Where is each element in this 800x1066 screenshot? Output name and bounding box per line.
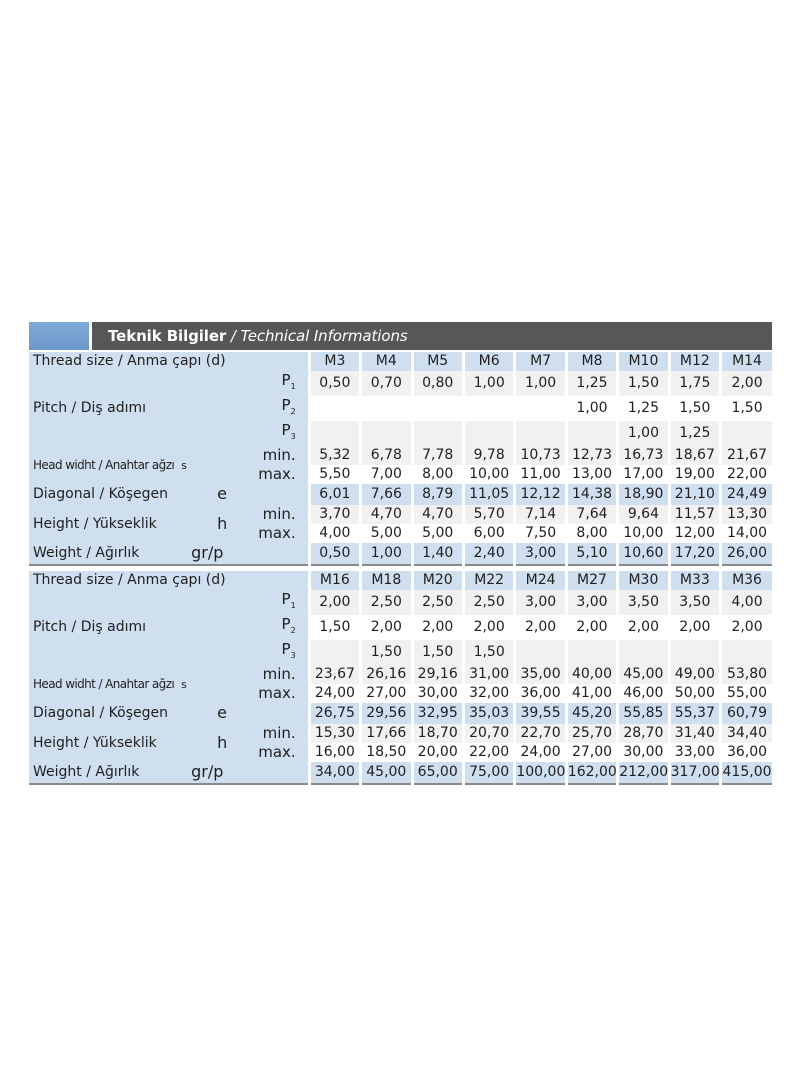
pitch-p-letter: P [281,396,291,414]
head-width-max-value: 32,00 [463,684,514,703]
height-label: Height / Yükseklik [29,724,177,762]
head-width-max-value: 27,00 [361,684,412,703]
height-min-row [29,505,772,524]
height-max-value: 7,50 [515,524,566,543]
pitch-p2-value: 1,50 [721,396,772,421]
height-max-value: 4,00 [309,524,360,543]
diagonal-value: 7,66 [361,484,412,505]
diagonal-value: 45,20 [566,703,617,724]
head-width-max-value: 55,00 [721,684,772,703]
header-accent-block [29,322,92,350]
weight-value: 5,10 [566,543,617,565]
pitch-p1-value: 3,50 [669,590,720,615]
symbol-h: h [217,732,228,752]
head-width-min-value: 31,00 [463,665,514,684]
weight-value: 0,50 [309,543,360,565]
pitch-p1-value: 2,50 [412,590,463,615]
pitch-p2-value: 1,00 [566,396,617,421]
height-max-value: 33,00 [669,743,720,762]
weight-value: 162,00 [566,762,617,784]
diagonal-value: 26,75 [309,703,360,724]
head-width-max-value: 10,00 [463,465,514,484]
thread-size-value: M14 [721,352,772,371]
pitch-p3-value [669,640,720,665]
height-min-value: 34,40 [721,724,772,743]
head-width-min-value: 45,00 [618,665,669,684]
pitch-p2-value: 2,00 [463,615,514,640]
symbol-e: e [217,703,227,722]
height-min-value: 5,70 [463,505,514,524]
diagonal-row [29,703,772,724]
weight-unit [177,543,309,565]
pitch-p2-value: 2,00 [618,615,669,640]
head-width-max-value: 8,00 [412,465,463,484]
pitch-p3-value: 1,00 [618,421,669,446]
pitch-p1-value: 3,50 [618,590,669,615]
height-label: Height / Yükseklik [29,505,177,543]
pitch-p1-value: 2,00 [721,371,772,396]
thread-size-value: M12 [669,352,720,371]
height-min-value: 25,70 [566,724,617,743]
weight-value: 1,40 [412,543,463,565]
weight-label: Weight / Ağırlık [29,543,177,565]
diagonal-row [29,484,772,505]
pitch-p2-value: 2,00 [515,615,566,640]
diagonal-symbol [177,703,309,724]
height-symbol [177,505,227,543]
height-max-value: 5,00 [361,524,412,543]
height-min-value: 22,70 [515,724,566,743]
diagonal-value: 32,95 [412,703,463,724]
thread-size-value: M8 [566,352,617,371]
pitch-p3-value [361,421,412,446]
symbol-h: h [217,513,228,533]
head-width-min-value: 29,16 [412,665,463,684]
weight-value: 26,00 [721,543,772,565]
pitch-p3-value: 1,50 [412,640,463,665]
height-min-label: min. [227,724,309,743]
thread-size-value: M30 [618,571,669,590]
height-min-value: 4,70 [361,505,412,524]
head-width-min-value: 53,80 [721,665,772,684]
pitch-p2-value [515,396,566,421]
thread-size-value: M24 [515,571,566,590]
symbol-s: s [181,677,187,691]
head-width-label: Head widht / Anahtar ağzı [29,665,177,703]
head-width-min-value: 6,78 [361,446,412,465]
diagonal-symbol [177,484,309,505]
head-width-max-value: 50,00 [669,684,720,703]
head-width-min-value: 35,00 [515,665,566,684]
height-min-label: min. [227,505,309,524]
pitch-p-letter: P [281,615,291,633]
diagonal-value: 12,12 [515,484,566,505]
thread-size-value: M18 [361,571,412,590]
thread-size-value: M33 [669,571,720,590]
pitch-p3-value [566,421,617,446]
head-width-max-value: 36,00 [515,684,566,703]
pitch-p1-label [227,371,309,396]
pitch-p1-value: 1,50 [618,371,669,396]
thread-size-value: M6 [463,352,514,371]
pitch-p1-value: 2,00 [309,590,360,615]
diagonal-value: 8,79 [412,484,463,505]
head-width-max-label: max. [227,684,309,703]
height-min-value: 4,70 [412,505,463,524]
diagonal-value: 55,37 [669,703,720,724]
thread-size-value: M27 [566,571,617,590]
head-width-min-row [29,446,772,465]
weight-value: 10,60 [618,543,669,565]
weight-value: 34,00 [309,762,360,784]
weight-unit [177,762,309,784]
height-max-value: 24,00 [515,743,566,762]
spec-table-1 [29,352,772,566]
thread-size-value: M22 [463,571,514,590]
weight-value: 45,00 [361,762,412,784]
pitch-label: Pitch / Diş adımı [29,371,227,446]
weight-value: 212,00 [618,762,669,784]
pitch-p3-value [463,421,514,446]
pitch-p-letter: P [281,640,291,658]
height-min-row [29,724,772,743]
pitch-p2-value [361,396,412,421]
pitch-subscript: 2 [290,407,296,416]
thread-size-row [29,352,772,371]
height-max-value: 36,00 [721,743,772,762]
pitch-p3-value [721,421,772,446]
thread-size-value: M10 [618,352,669,371]
pitch-p2-value [463,396,514,421]
pitch-label: Pitch / Diş adımı [29,590,227,665]
diagonal-label: Diagonal / Köşegen [29,484,177,505]
height-min-value: 20,70 [463,724,514,743]
height-max-value: 30,00 [618,743,669,762]
pitch-p-letter: P [281,590,291,608]
pitch-p3-value [412,421,463,446]
pitch-p2-value: 1,25 [618,396,669,421]
diagonal-value: 60,79 [721,703,772,724]
diagonal-value: 24,49 [721,484,772,505]
pitch-p2-value: 1,50 [309,615,360,640]
head-width-min-value: 40,00 [566,665,617,684]
height-max-value: 18,50 [361,743,412,762]
diagonal-value: 18,90 [618,484,669,505]
pitch-p3-value: 1,50 [463,640,514,665]
head-width-min-value: 49,00 [669,665,720,684]
height-max-value: 12,00 [669,524,720,543]
head-width-min-value: 26,16 [361,665,412,684]
pitch-p1-label [227,590,309,615]
pitch-p1-value: 0,70 [361,371,412,396]
pitch-p3-label [227,421,309,446]
head-width-max-value: 46,00 [618,684,669,703]
pitch-p2-value: 2,00 [669,615,720,640]
diagonal-value: 29,56 [361,703,412,724]
pitch-p2-value [412,396,463,421]
head-width-min-label: min. [227,446,309,465]
height-symbol [177,724,227,762]
thread-size-value: M3 [309,352,360,371]
header-title [108,327,408,345]
pitch-p2-value: 2,00 [721,615,772,640]
weight-value: 1,00 [361,543,412,565]
height-max-value: 20,00 [412,743,463,762]
pitch-p3-value [515,421,566,446]
thread-size-value: M20 [412,571,463,590]
thread-size-label: Thread size / Anma çapı (d) [29,571,309,590]
pitch-p2-value: 1,50 [669,396,720,421]
head-width-max-value: 22,00 [721,465,772,484]
diagonal-value: 35,03 [463,703,514,724]
weight-value: 415,00 [721,762,772,784]
diagonal-value: 14,38 [566,484,617,505]
pitch-subscript: 3 [290,432,296,441]
height-max-label: max. [227,743,309,762]
thread-size-value: M16 [309,571,360,590]
head-width-max-value: 19,00 [669,465,720,484]
head-width-min-value: 21,67 [721,446,772,465]
head-width-max-value: 24,00 [309,684,360,703]
height-min-value: 17,66 [361,724,412,743]
section-header [29,322,772,350]
weight-value: 2,40 [463,543,514,565]
pitch-p3-value [618,640,669,665]
pitch-p1-value: 2,50 [463,590,514,615]
diagonal-value: 11,05 [463,484,514,505]
pitch-p1-value: 1,25 [566,371,617,396]
pitch-p2-value: 2,00 [412,615,463,640]
pitch-p3-label [227,640,309,665]
height-min-value: 28,70 [618,724,669,743]
height-min-value: 13,30 [721,505,772,524]
symbol-s: s [181,458,187,472]
pitch-subscript: 2 [290,626,296,635]
pitch-p-letter: P [281,371,291,389]
height-min-value: 9,64 [618,505,669,524]
head-width-min-value: 9,78 [463,446,514,465]
head-width-max-value: 30,00 [412,684,463,703]
pitch-p1-row [29,590,772,615]
pitch-p1-value: 2,50 [361,590,412,615]
head-width-min-value: 10,73 [515,446,566,465]
head-width-max-value: 17,00 [618,465,669,484]
height-max-value: 5,00 [412,524,463,543]
pitch-p1-row [29,371,772,396]
pitch-subscript: 1 [290,601,296,610]
height-max-value: 16,00 [309,743,360,762]
pitch-p3-value [309,421,360,446]
pitch-p3-value: 1,25 [669,421,720,446]
head-width-min-row [29,665,772,684]
thread-size-value: M36 [721,571,772,590]
head-width-max-value: 41,00 [566,684,617,703]
diagonal-value: 21,10 [669,484,720,505]
pitch-p1-value: 0,80 [412,371,463,396]
height-min-value: 3,70 [309,505,360,524]
header-title-tr: Teknik Bilgiler [108,327,227,345]
pitch-p3-value [515,640,566,665]
height-max-value: 22,00 [463,743,514,762]
pitch-p1-value: 1,00 [515,371,566,396]
head-width-max-label: max. [227,465,309,484]
height-max-value: 8,00 [566,524,617,543]
head-width-max-value: 7,00 [361,465,412,484]
height-max-value: 14,00 [721,524,772,543]
pitch-p2-value: 2,00 [361,615,412,640]
pitch-p2-label [227,615,309,640]
pitch-p2-value [309,396,360,421]
diagonal-value: 55,85 [618,703,669,724]
spec-table-2 [29,571,772,785]
diagonal-value: 39,55 [515,703,566,724]
height-min-value: 11,57 [669,505,720,524]
height-max-label: max. [227,524,309,543]
height-min-value: 31,40 [669,724,720,743]
weight-unit-text: gr/p [191,543,224,562]
diagonal-label: Diagonal / Köşegen [29,703,177,724]
header-title-en: / Technical Informations [230,327,408,345]
height-max-value: 6,00 [463,524,514,543]
weight-value: 17,20 [669,543,720,565]
height-min-value: 7,64 [566,505,617,524]
pitch-p1-value: 3,00 [566,590,617,615]
head-width-min-value: 23,67 [309,665,360,684]
pitch-p-letter: P [281,421,291,439]
pitch-subscript: 3 [290,651,296,660]
head-width-label: Head widht / Anahtar ağzı [29,446,177,484]
weight-row [29,543,772,565]
pitch-p3-value [566,640,617,665]
weight-value: 317,00 [669,762,720,784]
height-max-value: 27,00 [566,743,617,762]
symbol-e: e [217,484,227,503]
pitch-p1-value: 3,00 [515,590,566,615]
thread-size-value: M4 [361,352,412,371]
head-width-symbol [177,665,227,703]
pitch-p2-label [227,396,309,421]
height-min-value: 18,70 [412,724,463,743]
weight-value: 65,00 [412,762,463,784]
head-width-min-label: min. [227,665,309,684]
weight-label: Weight / Ağırlık [29,762,177,784]
head-width-max-value: 5,50 [309,465,360,484]
thread-size-label: Thread size / Anma çapı (d) [29,352,309,371]
head-width-max-value: 11,00 [515,465,566,484]
height-min-value: 7,14 [515,505,566,524]
head-width-min-value: 18,67 [669,446,720,465]
pitch-p1-value: 1,75 [669,371,720,396]
thread-size-value: M7 [515,352,566,371]
weight-unit-text: gr/p [191,762,224,781]
pitch-p1-value: 4,00 [721,590,772,615]
pitch-p3-value [309,640,360,665]
height-min-value: 15,30 [309,724,360,743]
pitch-p1-value: 0,50 [309,371,360,396]
head-width-symbol [177,446,227,484]
height-max-value: 10,00 [618,524,669,543]
pitch-p2-value: 2,00 [566,615,617,640]
head-width-min-value: 12,73 [566,446,617,465]
weight-value: 75,00 [463,762,514,784]
head-width-max-value: 13,00 [566,465,617,484]
diagonal-value: 6,01 [309,484,360,505]
weight-value: 3,00 [515,543,566,565]
weight-row [29,762,772,784]
pitch-p3-value [721,640,772,665]
weight-value: 100,00 [515,762,566,784]
pitch-p1-value: 1,00 [463,371,514,396]
thread-size-value: M5 [412,352,463,371]
head-width-min-value: 16,73 [618,446,669,465]
pitch-p3-value: 1,50 [361,640,412,665]
thread-size-row [29,571,772,590]
head-width-min-value: 5,32 [309,446,360,465]
pitch-subscript: 1 [290,382,296,391]
head-width-min-value: 7,78 [412,446,463,465]
